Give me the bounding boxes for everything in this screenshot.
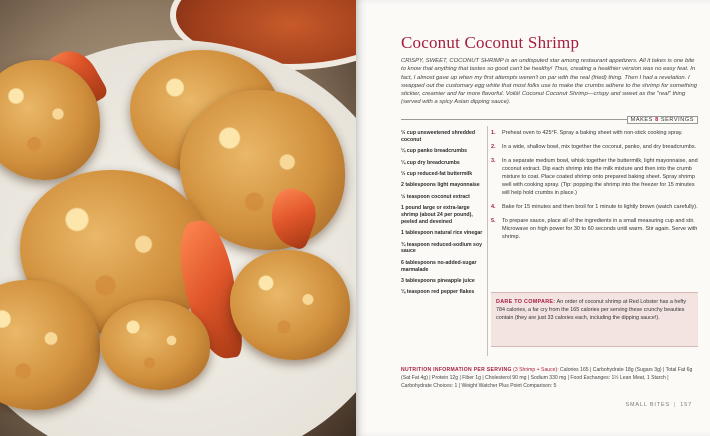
nutrition-text: Calories 165 | Carbohydrate 18g (Sugars 3g) | Total Fat 6g (Sat Fat 4g) | Protein 12g | Fiber 1g | Cholesterol 90 mg | Sodium 330 mg | Food Exchanges: 1½ Lean Meat, 1 Starch | Carbohydrate Choices: 1 | Weight Watcher Plus Point Comparison: 5 <box>401 367 693 389</box>
recipe-title: Coconut Coconut Shrimp <box>401 33 580 52</box>
footer-separator: | <box>673 402 677 408</box>
nutrition-serving: (3 Shrimp + Sauce): <box>513 367 559 373</box>
page-number: 157 <box>680 402 692 408</box>
makes-label: MAKES <box>630 117 653 123</box>
page-footer <box>626 402 692 408</box>
step <box>491 157 698 197</box>
column-divider <box>487 126 488 356</box>
recipe-intro: CRISPY, SWEET, COCONUT SHRIMP is an undisputed star among restaurant appetizers. All it takes is one bite to know that anything that tastes so good can't be healthy! Thus, creating a healthier version was no easy feat. In fact, I almost gave up when my first attempts weren't on par with the real (fried) thing. Then I had a revelation. I swapped out the customary egg white that most folks use to make the crumbs adhere to the shrimp for something stickier, creamier and far more flavorful. Voilà! Coconut Coconut Shrimp—crispy and sweet as the "real" thing (served with a spicy Asian dipping sauce). <box>401 58 697 106</box>
step-text: Preheat oven to 425°F. Spray a baking sheet with non-stick cooking spray. <box>502 130 683 136</box>
recipe-page <box>356 0 710 436</box>
servings-badge <box>627 116 698 124</box>
ingredient: ⅓ cup unsweetened shredded coconut <box>401 130 476 143</box>
step <box>491 129 698 137</box>
ingredient: ¾ teaspoon reduced-sodium soy sauce <box>401 241 482 255</box>
ingredient: 1 tablespoon natural rice vinegar <box>401 230 483 237</box>
step-number: 5. <box>491 218 496 224</box>
makes-unit: SERVINGS <box>660 117 694 123</box>
compare-text: An order of coconut shrimp at Red Lobster has a hefty 784 calories, a far cry from the 165 calories per serving these crunchy beauties contain (they are just 33 calories each, including the dipping sauce!). <box>496 299 687 321</box>
steps-list <box>491 129 698 247</box>
step-number: 3. <box>491 158 496 164</box>
compare-label: DARE TO COMPARE: <box>496 299 556 305</box>
ingredient: 6 tablespoons no-added-sugar marmalade <box>401 259 477 273</box>
ingredients-list <box>401 130 483 301</box>
ingredient: ⅓ cup reduced-fat buttermilk <box>401 170 473 177</box>
step <box>491 143 698 151</box>
ingredient: 1 pound large or extra-large shrimp (about 24 per pound), peeled and deveined <box>401 205 473 225</box>
ingredient: ½ teaspoon coconut extract <box>401 193 470 200</box>
step-number: 1. <box>491 130 496 136</box>
ingredient: 3 tablespoons pineapple juice <box>401 277 475 284</box>
ingredient: 2 tablespoons light mayonnaise <box>401 182 480 189</box>
nutrition-info <box>401 366 698 390</box>
step <box>491 203 698 211</box>
dare-to-compare-box <box>491 292 698 347</box>
step <box>491 217 698 241</box>
step-text: In a wide, shallow bowl, mix together the coconut, panko, and dry breadcrumbs. <box>502 144 697 150</box>
ingredient: ¼ cup panko breadcrumbs <box>401 148 468 155</box>
makes-count: 8 <box>655 117 659 123</box>
step-number: 2. <box>491 144 496 150</box>
step-text: In a separate medium bowl, whisk together the buttermilk, light mayonnaise, and coconut extract. Dip each shrimp into the milk mixture and then into the crumb mixture to coat. Place coated shrimp onto prepared baking sheet. Spray shrimp well with cooking spray. (Tip: popping the shrimp into the freezer for 15 minutes will help hold crumbs in place.) <box>502 158 698 196</box>
step-text: To prepare sauce, place all of the ingredients in a small measuring cup and stir. Microwave on high power for 30 to 60 seconds until warm. Stir again. Serve with shrimp. <box>502 218 698 240</box>
ingredient: ¼ cup dry breadcrumbs <box>401 159 460 166</box>
step-number: 4. <box>491 204 496 210</box>
footer-section: SMALL BITES <box>625 402 670 408</box>
ingredient: ⅛ teaspoon red pepper flakes <box>401 289 475 296</box>
nutrition-label: NUTRITION INFORMATION PER SERVING <box>401 367 512 373</box>
step-text: Bake for 15 minutes and then broil for 1 minute to lightly brown (watch carefully). <box>502 204 698 210</box>
